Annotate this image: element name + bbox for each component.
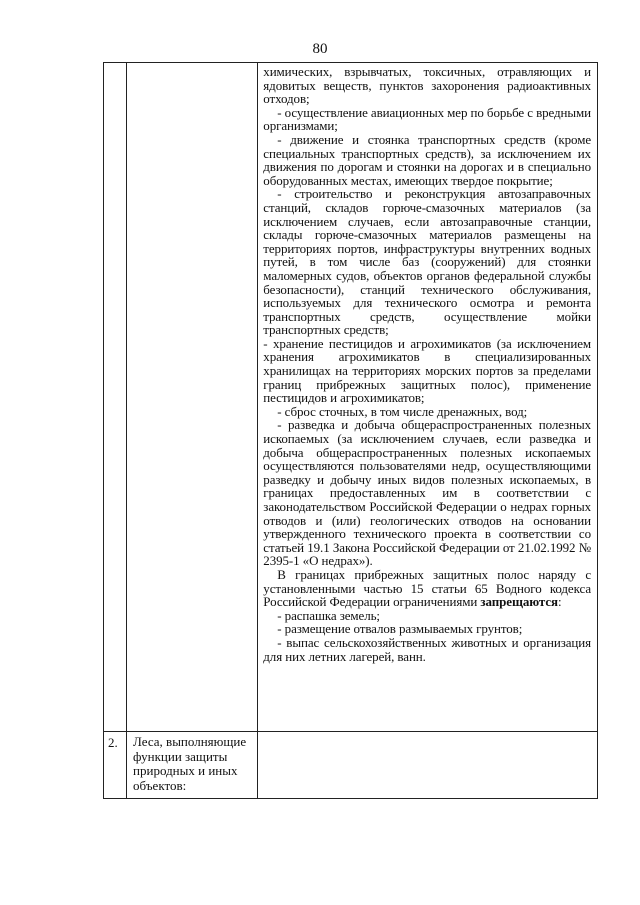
coastal-strip-paragraph: [263, 568, 591, 609]
regulation-table: [103, 62, 598, 799]
restriction-paragraph: химических, взрывчатых, токсичных, отравляющих и ядовитых веществ, пунктов захоронения радиоактивных отходов;: [263, 64, 591, 107]
restrictions-cell: [258, 732, 598, 799]
forest-category-name: Леса, выполняющие функции защиты природных и иных объектов:: [133, 734, 247, 793]
restrictions-cell: [258, 63, 598, 732]
prohibited-item: - выпас сельскохозяйственных животных и организация для них летних лагерей, ванн.: [263, 634, 591, 664]
row-number-cell: [104, 63, 127, 732]
row-number: 2.: [108, 735, 118, 750]
restriction-paragraph: - строительство и реконструкция автозаправочных станций, складов горюче-смазочных материалов (за исключением случаев, если автозаправочные станции, склады горюче-смазочных материалов размещены на территориях портов, инфраструктуры внутренних водных путей, в том числе баз (сооружений) для стоянки маломерных судов, объектов органов федеральной службы безопасности), станций технического обслуживания, используемых для технического осмотра и ремонта транспортных средств, осуществление мойки транспортных средств;: [263, 186, 591, 338]
restriction-paragraph: - осуществление авиационных мер по борьбе с вредными организмами;: [263, 104, 591, 134]
table-row: [104, 63, 598, 732]
restrictions-text: [258, 732, 597, 734]
restriction-paragraph: - хранение пестицидов и агрохимикатов (за исключением хранения агрохимикатов в специализированных хранилищах на территориях морских портов за пределами границ прибрежных защитных полос), применение пестицидов и агрохимикатов;: [263, 335, 591, 406]
forest-category-cell: [127, 63, 258, 732]
row-number-cell: [104, 732, 127, 799]
forest-category-name: [127, 63, 257, 66]
prohibited-item: - размещение отвалов размываемых грунтов;: [277, 621, 523, 637]
coastal-strip-intro: В границах прибрежных защитных полос наряду с установленными частью 15 статьи 65 Водного кодекса Российской Федерации ограничениями: [263, 566, 591, 610]
restriction-paragraph: - разведка и добыча общераспространенных полезных ископаемых (за исключением случаев, если разведка и добыча общераспространенных полезных ископаемых осуществляются пользователями недр, осуществляющими разведку и добычу иных видов полезных ископаемых, в границах предоставленных им в соответствии с законодательством Российской Федерации о недрах горных отводов и (или) геологических отводов на основании утвержденного технического проекта в соответствии со статьей 19.1 Закона Российской Федерации от 21.02.1992 № 2395-1 «О недрах»).: [263, 417, 591, 569]
restrictions-text: [258, 63, 597, 663]
prohibited-item: - распашка земель;: [277, 607, 380, 623]
row-number: [104, 63, 126, 67]
page-number: 80: [312, 41, 328, 57]
table-row: [104, 732, 598, 799]
colon: :: [557, 594, 562, 610]
restriction-paragraph: - движение и стоянка транспортных средств (кроме специальных транспортных средств), за исключением их движения по дорогам и стоянки на дорогах и в специально оборудованных местах, имеющих твердое покрытие;: [263, 131, 591, 188]
restriction-paragraph: - сброс сточных, в том числе дренажных, вод;: [277, 403, 528, 419]
prohibited-keyword: запрещаются: [480, 594, 558, 610]
forest-category-cell: [127, 732, 258, 799]
